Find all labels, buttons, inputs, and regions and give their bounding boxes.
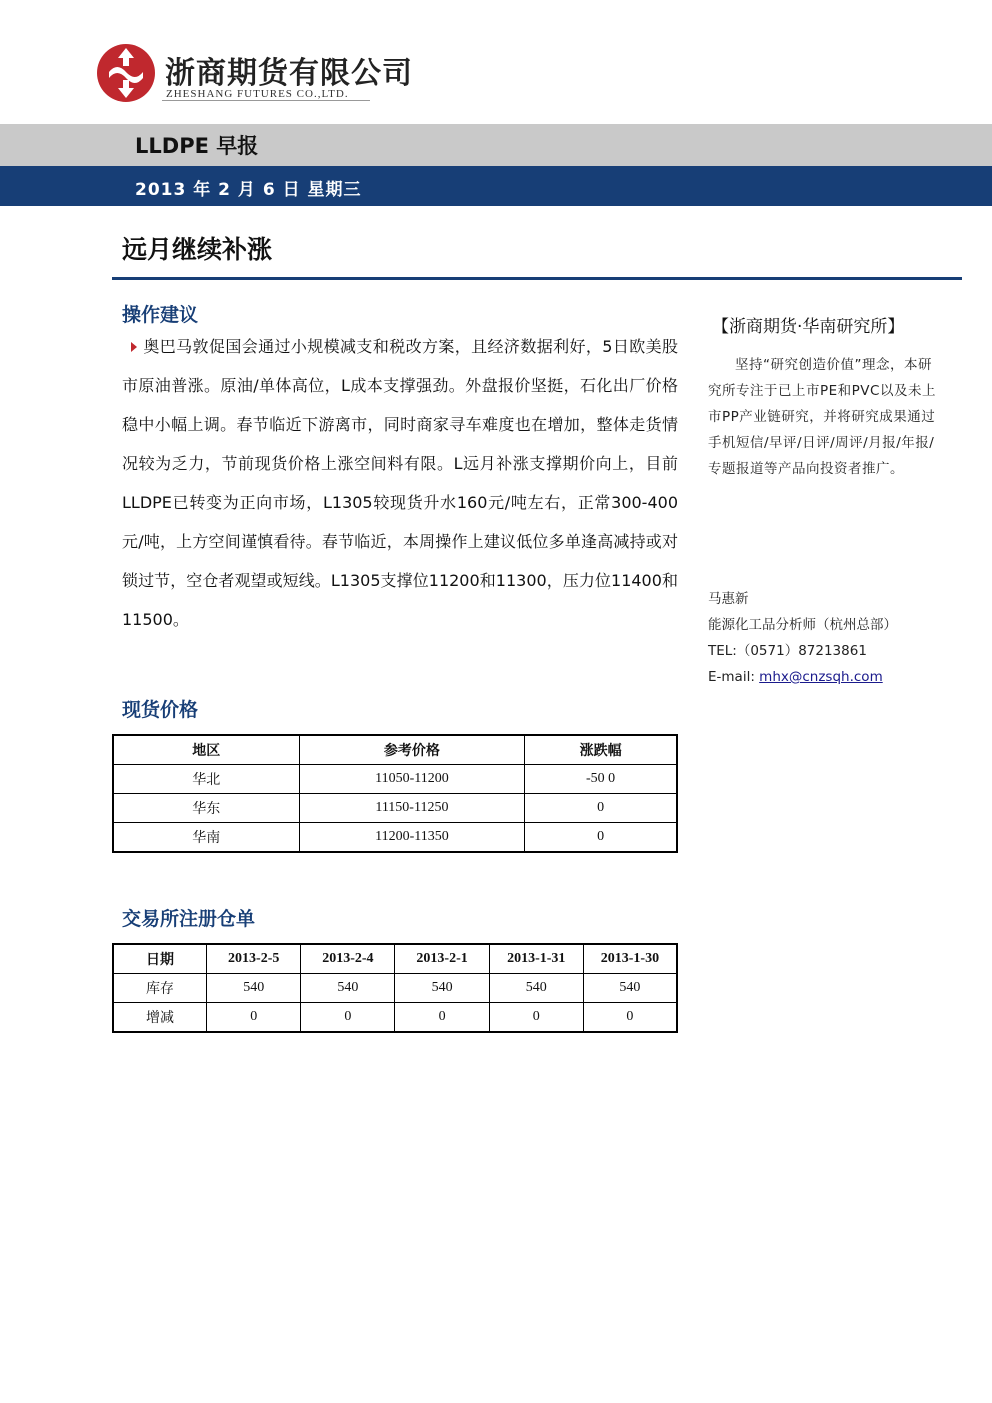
analyst-title: 能源化工品分析师（杭州总部） (708, 617, 897, 633)
institute-description: 坚持“研究创造价值”理念，本研究所专注于已上市PE和PVC以及未上市PP产业链研究，并将研究成果通过手机短信/早评/日评/周评/月报/年报/专题报道等产品向投资者推广。 (708, 357, 936, 477)
table-cell: 0 (583, 1003, 677, 1033)
column-header: 2013-2-5 (207, 944, 301, 974)
column-header: 2013-2-1 (395, 944, 489, 974)
change-cell: -50 0 (525, 765, 677, 794)
company-name-cn: 浙商期货有限公司 (165, 56, 413, 91)
column-header: 2013-1-30 (583, 944, 677, 974)
divider (162, 100, 370, 101)
bullet-arrow-icon (131, 342, 137, 352)
table-row (113, 1003, 677, 1033)
table-row (113, 974, 677, 1003)
region-cell: 华北 (113, 765, 299, 794)
email-link[interactable]: mhx@cnzsqh.com (759, 669, 883, 685)
email-label: E-mail: (708, 669, 760, 685)
price-cell: 11200-11350 (299, 823, 525, 853)
column-header: 2013-1-31 (489, 944, 583, 974)
analyst-name: 马惠新 (708, 591, 749, 607)
table-cell: 0 (395, 1003, 489, 1033)
table-cell: 0 (489, 1003, 583, 1033)
change-cell: 0 (525, 823, 677, 853)
spot-price-table (112, 734, 678, 853)
spot-title: 现货价格 (122, 699, 199, 721)
page-title: 远月继续补涨 (122, 235, 273, 264)
company-logo (95, 42, 157, 104)
column-header: 涨跌幅 (525, 735, 677, 765)
row-label: 增减 (113, 1003, 207, 1033)
advice-title: 操作建议 (122, 304, 199, 326)
advice-paragraph (122, 327, 678, 639)
table-cell: 540 (301, 974, 395, 1003)
report-date: 2013 年 2 月 6 日 星期三 (135, 180, 362, 200)
column-header: 2013-2-4 (301, 944, 395, 974)
table-cell: 0 (301, 1003, 395, 1033)
institute-title: 【浙商期货·华南研究所】 (712, 317, 905, 337)
price-cell: 11050-11200 (299, 765, 525, 794)
region-cell: 华东 (113, 794, 299, 823)
analyst-info (708, 586, 897, 690)
column-header: 参考价格 (299, 735, 525, 765)
company-name-en: ZHESHANG FUTURES CO.,LTD. (166, 88, 349, 100)
column-header: 日期 (113, 944, 207, 974)
table-cell: 540 (489, 974, 583, 1003)
table-cell: 540 (583, 974, 677, 1003)
row-label: 库存 (113, 974, 207, 1003)
price-cell: 11150-11250 (299, 794, 525, 823)
region-cell: 华南 (113, 823, 299, 853)
analyst-tel: TEL:（0571）87213861 (708, 643, 867, 659)
advice-text: 奥巴马敦促国会通过小规模减支和税改方案，且经济数据利好，5日欧美股市原油普涨。原油/单体高位，L成本支撑强劲。外盘报价坚挺，石化出厂价格稳中小幅上调。春节临近下游离市，同时商家寻车难度也在增加，整体走货情况较为乏力，节前现货价格上涨空间料有限。L远月补涨支撑期价向上，目前LLDPE已转变为正向市场，L1305较现货升水160元/吨左右，正常300-400元/吨，上方空间谨慎看待。春节临近，本周操作上建议低位多单逢高减持或对锁过节，空仓者观望或短线。L1305支撑位11200和11300，压力位11400和11500。 (122, 337, 678, 629)
table-cell: 0 (207, 1003, 301, 1033)
analyst-email-row (708, 664, 897, 690)
table-header-row (113, 944, 677, 974)
table-cell: 540 (395, 974, 489, 1003)
table-row (113, 765, 677, 794)
change-cell: 0 (525, 794, 677, 823)
table-cell: 540 (207, 974, 301, 1003)
divider (112, 277, 962, 280)
column-header: 地区 (113, 735, 299, 765)
warehouse-table (112, 943, 678, 1033)
table-header-row (113, 735, 677, 765)
table-row (113, 823, 677, 853)
warehouse-title: 交易所注册仓单 (122, 908, 256, 930)
table-row (113, 794, 677, 823)
report-type: LLDPE 早报 (135, 134, 259, 158)
